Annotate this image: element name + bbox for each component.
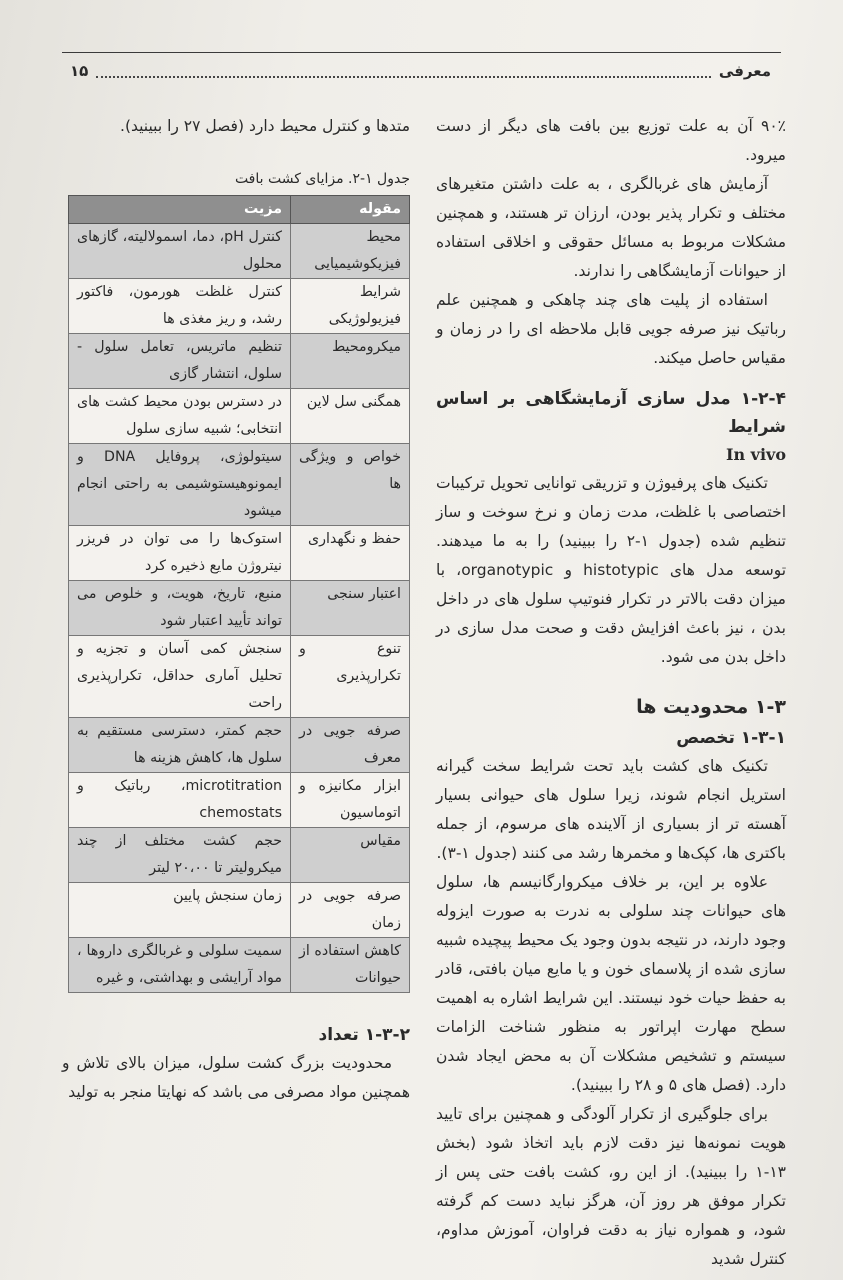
right-column xyxy=(436,112,786,1274)
table-header-row xyxy=(69,196,410,224)
running-header xyxy=(70,58,771,84)
paragraph: استفاده از پلیت های چند چاهکی و همچنین علم رباتیک نیز صرفه جویی قابل ملاحظه ای را در زمان و مقیاس حاصل میکند. xyxy=(436,291,786,367)
table-cell-category: ابزار مکانیزه و اتوماسیون xyxy=(291,773,410,828)
table-cell-advantage: منبع، تاریخ، هویت، و خلوص می تواند تأیید اعتبار شود xyxy=(69,581,291,636)
table-cell-category: میکرومحیط xyxy=(291,334,410,389)
table-row xyxy=(69,526,410,581)
paragraph: علاوه بر این، بر خلاف میکروارگانیسم ها، سلول های حیوانات چند سلولی به ندرت به صورت ایزوله وجود دارند، در نتیجه بدون وجود یک محیط پیچیده شبیه سازی شده از پلاسمای خون و یا مایع میان بافتی، قادر به حفظ حیات خود نیستند. این شرایط اشاره به اهمیت سطح مهارت اپراتور به منظور شناخت الزامات سیستم و تشخیص مشکلات آن به محض ایجاد شدن دارد. (فصل های ۵ و ۲۸ را ببینید). xyxy=(436,873,786,1094)
table-cell-advantage: کنترل غلظت هورمون، فاکتور رشد، و ریز مغذی ها xyxy=(69,279,291,334)
table-cell-category: خواص و ویژگی ها xyxy=(291,444,410,526)
table-cell-category: اعتبار سنجی xyxy=(291,581,410,636)
table-cell-advantage: microtitration، رباتیک و chemostats xyxy=(69,773,291,828)
table-row xyxy=(69,279,410,334)
table-cell-advantage: کنترل pH، دما، اسمولالیته، گازهای محلول xyxy=(69,224,291,279)
table-row xyxy=(69,883,410,938)
paragraph: تکنیک های پرفیوژن و تزریقی توانایی تحویل ترکیبات اختصاصی با غلظت، مدت زمان و نرخ سوخت و ساز تنظیم شده (جدول ۱-۲ را ببینید) را به ما میدهند. توسعه مدل های histotypic و organotypic، با میزان دقت بالاتر در تکرار فنوتیپ سلول های در داخل بدن ، نیز باعث افزایش دقت و صحت مدل سازی در داخل بدن می شود. xyxy=(436,474,787,666)
table-caption: جدول ۱-۲. مزایای کشت بافت xyxy=(234,171,410,187)
table-row xyxy=(69,828,410,883)
table-cell-advantage: حجم کمتر، دسترسی مستقیم به سلول ها، کاهش هزینه ها xyxy=(69,718,291,773)
table-row xyxy=(69,636,410,718)
table-cell-advantage: زمان سنجش پایین xyxy=(69,883,291,938)
table-cell-category: شرایط فیزیولوژیکی xyxy=(291,279,410,334)
paragraph: برای جلوگیری از تکرار آلودگی و همچنین برای تایید هویت نمونه‌ها نیز دقت لازم باید اتخاذ شود (بخش ۱۳-۱ را ببینید). از این رو، کشت بافت حتی پس از تکرار موفق هر روز آن، هرگز نباید دست کم گرفته شود، و همواره نیاز به دقت فراوان، آموزش مداوم، کنترل شدید xyxy=(436,1105,786,1268)
table-cell-category: کاهش استفاده از حیوانات xyxy=(291,938,410,993)
paragraph: تکنیک های کشت باید تحت شرایط سخت گیرانه استریل انجام شوند، زیرا سلول های حیوانی بسیار آهسته تر از بسیاری از آلاینده های مرسوم، از جمله باکتری ها، کپک‌ها و مخمرها رشد می کنند (جدول ۱-۳). xyxy=(436,757,786,862)
table-row xyxy=(69,938,410,993)
table-cell-category: محیط فیزیکوشیمیایی xyxy=(291,224,410,279)
page-number: ۱۵ xyxy=(70,62,89,80)
paragraph: محدودیت بزرگ کشت سلول، میزان بالای تلاش و همچنین مواد مصرفی می باشد که نهایتا منجر به تولید xyxy=(62,1054,410,1101)
table-row xyxy=(69,334,410,389)
paragraph: متدها و کنترل محیط دارد (فصل ۲۷ را ببینید). xyxy=(120,117,410,135)
table-cell-advantage: استوک‌ها را می توان در فریزر نیتروژن مایع ذخیره کرد xyxy=(69,526,291,581)
table-cell-advantage: سنجش کمی آسان و تجزیه و تحلیل آماری حداقل، تکرارپذیری راحت xyxy=(69,636,291,718)
paragraph: آزمایش های غربالگری ، به علت داشتن متغیرهای مختلف و تکرار پذیر بودن، ارزان تر هستند، و همچنین مشکلات مربوط به مسائل حقوقی و اخلاقی استفاده از حیوانات آزمایشگاهی را ندارند. xyxy=(436,175,786,280)
table-row xyxy=(69,224,410,279)
table-cell-advantage: در دسترس بودن محیط کشت های انتخابی؛ شبیه سازی سلول xyxy=(69,389,291,444)
table-row xyxy=(69,389,410,444)
table-cell-advantage: تنظیم ماتریس، تعامل سلول - سلول، انتشار گازی xyxy=(69,334,291,389)
table-cell-category: همگنی سل لاین xyxy=(291,389,410,444)
table-row xyxy=(69,581,410,636)
header-rule xyxy=(62,52,781,53)
table-row xyxy=(69,444,410,526)
column-header-advantage: مزیت xyxy=(69,196,291,224)
section-heading: ۱-۳ محدودیت ها xyxy=(636,696,786,718)
section-heading: ۱-۲-۴ مدل سازی آزمایشگاهی بر اساس شرایط xyxy=(436,389,786,437)
table-cell-category: مقیاس xyxy=(291,828,410,883)
table-cell-advantage: سیتولوژی، پروفایل DNA و ایمونوهیستوشیمی به راحتی انجام میشود xyxy=(69,444,291,526)
table-row xyxy=(69,773,410,828)
table-cell-advantage: سمیت سلولی و غربالگری داروها ، مواد آرایشی و بهداشتی، و غیره xyxy=(69,938,291,993)
table-row xyxy=(69,718,410,773)
left-column xyxy=(62,112,410,1107)
subsection-heading: ۱-۳-۱ تخصص xyxy=(676,728,786,748)
table-cell-advantage: حجم کشت مختلف از چند میکرولیتر تا ۲۰،۰۰ لیتر xyxy=(69,828,291,883)
column-header-category: مقوله xyxy=(291,196,410,224)
table-cell-category: حفظ و نگهداری xyxy=(291,526,410,581)
table-cell-category: صرفه جویی در معرف xyxy=(291,718,410,773)
table-cell-category: تنوع و تکرارپذیری xyxy=(291,636,410,718)
advantages-table xyxy=(68,195,410,993)
paragraph: ۹۰٪ آن به علت توزیع بین بافت های دیگر از دست میرود. xyxy=(436,117,786,164)
table-cell-category: صرفه جویی در زمان xyxy=(291,883,410,938)
section-heading-latin: In vivo xyxy=(725,445,786,464)
chapter-title: معرفی xyxy=(718,62,771,80)
leader-dots xyxy=(96,64,711,78)
subsection-heading: ۱-۳-۲ تعداد xyxy=(318,1025,410,1045)
